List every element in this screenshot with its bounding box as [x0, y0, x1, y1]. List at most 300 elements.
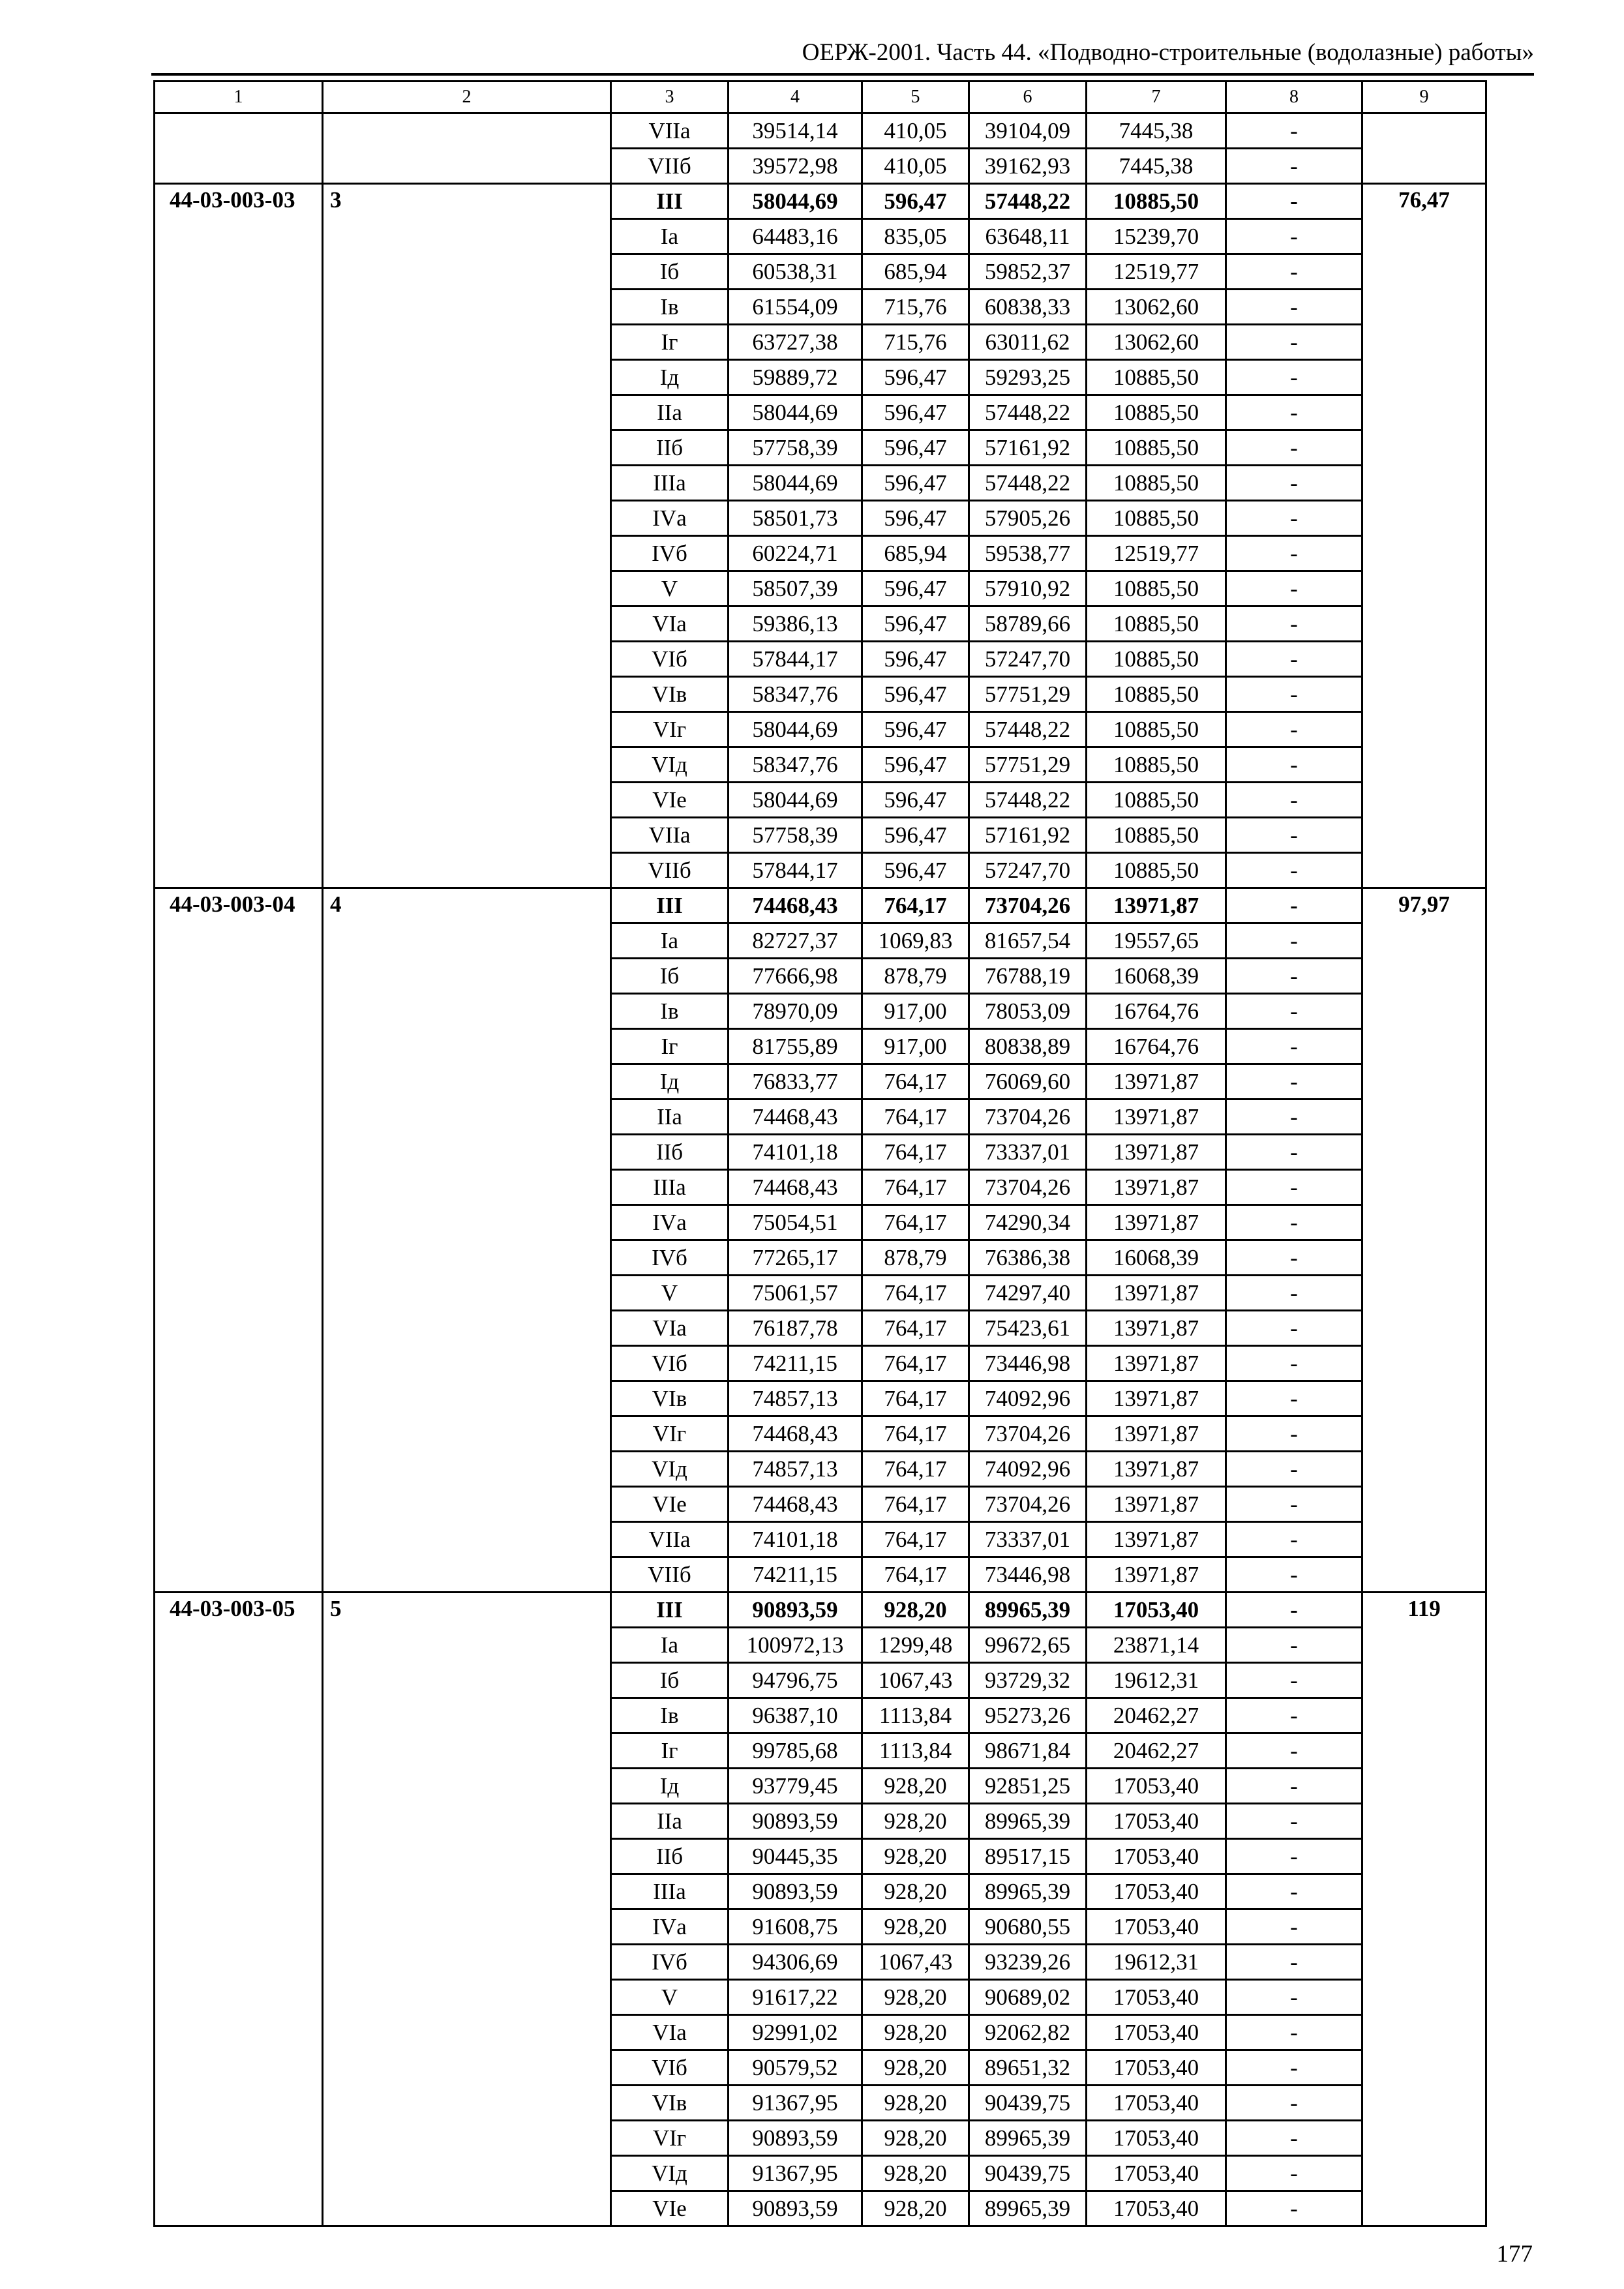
cell-col6: 73704,26 — [969, 1100, 1087, 1135]
cell-col6: 57161,92 — [969, 430, 1087, 466]
column-number: 8 — [1226, 82, 1362, 113]
cell-col7: 10885,50 — [1087, 606, 1226, 642]
cell-col7: 17053,40 — [1087, 2121, 1226, 2156]
cell-col6: 78053,09 — [969, 994, 1087, 1029]
cell-total: 57758,39 — [729, 430, 862, 466]
cell-col5: 596,47 — [862, 571, 969, 606]
cell-col8: - — [1226, 853, 1362, 888]
cell-total: 77265,17 — [729, 1240, 862, 1276]
price-table-body — [155, 82, 1486, 2226]
cell-col9 — [1362, 113, 1486, 184]
cell-col8: - — [1226, 466, 1362, 501]
cell-col7: 13971,87 — [1087, 1276, 1226, 1311]
cell-col6: 73704,26 — [969, 1170, 1087, 1205]
cell-col8: - — [1226, 1593, 1362, 1628]
cell-col7: 16068,39 — [1087, 959, 1226, 994]
cell-col7: 10885,50 — [1087, 853, 1226, 888]
cell-col6: 73704,26 — [969, 1487, 1087, 1522]
cell-total: 57844,17 — [729, 853, 862, 888]
cell-col6: 39104,09 — [969, 113, 1087, 149]
cell-total: 91367,95 — [729, 2156, 862, 2191]
cell-territory: IIб — [611, 430, 729, 466]
cell-col5: 685,94 — [862, 536, 969, 571]
cell-col5: 928,20 — [862, 1909, 969, 1945]
cell-col6: 74092,96 — [969, 1381, 1087, 1416]
cell-col8: - — [1226, 2015, 1362, 2050]
cell-total: 74101,18 — [729, 1522, 862, 1557]
cell-total: 74468,43 — [729, 888, 862, 923]
cell-col7: 13971,87 — [1087, 1135, 1226, 1170]
cell-col5: 928,20 — [862, 1874, 969, 1909]
cell-territory: IVа — [611, 1909, 729, 1945]
cell-col6: 57448,22 — [969, 395, 1087, 430]
cell-col8: - — [1226, 1769, 1362, 1804]
cell-territory: VIв — [611, 677, 729, 712]
cell-territory: VIIа — [611, 1522, 729, 1557]
cell-territory: IIIа — [611, 466, 729, 501]
cell-col8: - — [1226, 2191, 1362, 2226]
cell-col8: - — [1226, 606, 1362, 642]
cell-col8: - — [1226, 430, 1362, 466]
cell-territory: VIе — [611, 2191, 729, 2226]
cell-total: 58044,69 — [729, 184, 862, 219]
cell-col5: 764,17 — [862, 1346, 969, 1381]
cell-col7: 17053,40 — [1087, 2050, 1226, 2086]
cell-territory: Iв — [611, 290, 729, 325]
cell-col8: - — [1226, 1874, 1362, 1909]
cell-col5: 928,20 — [862, 2191, 969, 2226]
cell-territory: III — [611, 1593, 729, 1628]
cell-total: 57758,39 — [729, 818, 862, 853]
cell-col7: 19612,31 — [1087, 1663, 1226, 1698]
cell-col6: 89517,15 — [969, 1839, 1087, 1874]
cell-col8: - — [1226, 677, 1362, 712]
cell-territory: V — [611, 1276, 729, 1311]
cell-col8: - — [1226, 888, 1362, 923]
cell-territory: VIIб — [611, 853, 729, 888]
cell-col5: 596,47 — [862, 747, 969, 783]
cell-col5: 596,47 — [862, 466, 969, 501]
cell-territory: VIа — [611, 2015, 729, 2050]
cell-territory: IIа — [611, 395, 729, 430]
cell-total: 59386,13 — [729, 606, 862, 642]
cell-col8: - — [1226, 325, 1362, 360]
cell-territory: Iб — [611, 959, 729, 994]
cell-total: 60224,71 — [729, 536, 862, 571]
cell-territory: VIIб — [611, 149, 729, 184]
cell-col8: - — [1226, 2050, 1362, 2086]
cell-territory: VIв — [611, 2086, 729, 2121]
rate-col9: 119 — [1362, 1593, 1486, 2226]
cell-col6: 39162,93 — [969, 149, 1087, 184]
cell-col6: 90439,75 — [969, 2086, 1087, 2121]
cell-total: 60538,31 — [729, 254, 862, 290]
cell-col6: 92851,25 — [969, 1769, 1087, 1804]
cell-col7: 13971,87 — [1087, 1487, 1226, 1522]
cell-col6: 99672,65 — [969, 1628, 1087, 1663]
cell-col5: 928,20 — [862, 1769, 969, 1804]
cell-col7: 13971,87 — [1087, 1346, 1226, 1381]
cell-col7: 10885,50 — [1087, 642, 1226, 677]
cell-col7: 17053,40 — [1087, 2191, 1226, 2226]
cell-territory: III — [611, 888, 729, 923]
cell-col7: 10885,50 — [1087, 430, 1226, 466]
cell-col7: 17053,40 — [1087, 2156, 1226, 2191]
cell-col5: 596,47 — [862, 360, 969, 395]
cell-col8: - — [1226, 994, 1362, 1029]
cell-col7: 17053,40 — [1087, 1909, 1226, 1945]
cell-col6: 57448,22 — [969, 783, 1087, 818]
cell-col6: 95273,26 — [969, 1698, 1087, 1733]
cell-col5: 1113,84 — [862, 1733, 969, 1769]
rate-description: 4 — [323, 888, 611, 1593]
cell-col5: 410,05 — [862, 149, 969, 184]
cell-col6: 89965,39 — [969, 1804, 1087, 1839]
cell-total: 74211,15 — [729, 1557, 862, 1593]
cell-col8: - — [1226, 184, 1362, 219]
cell-col6: 89965,39 — [969, 1874, 1087, 1909]
cell-territory: VIа — [611, 606, 729, 642]
cell-col5: 878,79 — [862, 959, 969, 994]
cell-total: 78970,09 — [729, 994, 862, 1029]
cell-col5: 1069,83 — [862, 923, 969, 959]
cell-col8: - — [1226, 149, 1362, 184]
cell-territory: IIа — [611, 1100, 729, 1135]
cell-col5: 764,17 — [862, 1064, 969, 1100]
cell-col5: 596,47 — [862, 395, 969, 430]
cell-col7: 10885,50 — [1087, 677, 1226, 712]
cell-col5: 596,47 — [862, 818, 969, 853]
cell-col7: 23871,14 — [1087, 1628, 1226, 1663]
cell-col5: 1113,84 — [862, 1698, 969, 1733]
cell-col8: - — [1226, 1311, 1362, 1346]
cell-col5: 764,17 — [862, 1487, 969, 1522]
cell-total: 90893,59 — [729, 1804, 862, 1839]
cell-col8: - — [1226, 1276, 1362, 1311]
cell-col6: 89965,39 — [969, 2121, 1087, 2156]
table-row — [155, 1593, 1486, 1628]
cell-total: 58347,76 — [729, 747, 862, 783]
column-number: 2 — [323, 82, 611, 113]
cell-col6: 73704,26 — [969, 888, 1087, 923]
cell-col8: - — [1226, 959, 1362, 994]
cell-col7: 13971,87 — [1087, 1311, 1226, 1346]
cell-col6: 90689,02 — [969, 1980, 1087, 2015]
cell-col7: 10885,50 — [1087, 501, 1226, 536]
cell-territory: IVб — [611, 1240, 729, 1276]
cell-col5: 764,17 — [862, 888, 969, 923]
cell-col7: 17053,40 — [1087, 1593, 1226, 1628]
cell-territory: IIIа — [611, 1170, 729, 1205]
cell-col7: 10885,50 — [1087, 783, 1226, 818]
cell-col5: 596,47 — [862, 677, 969, 712]
cell-col6: 73704,26 — [969, 1416, 1087, 1452]
cell-total: 58507,39 — [729, 571, 862, 606]
cell-col6: 89965,39 — [969, 2191, 1087, 2226]
cell-col7: 20462,27 — [1087, 1698, 1226, 1733]
column-number: 5 — [862, 82, 969, 113]
cell-col6: 90680,55 — [969, 1909, 1087, 1945]
cell-col6: 60838,33 — [969, 290, 1087, 325]
cell-col7: 13971,87 — [1087, 1416, 1226, 1452]
column-number: 9 — [1362, 82, 1486, 113]
cell-col5: 596,47 — [862, 712, 969, 747]
cell-territory: Iа — [611, 923, 729, 959]
cell-col6: 57448,22 — [969, 184, 1087, 219]
cell-total: 82727,37 — [729, 923, 862, 959]
cell-total: 99785,68 — [729, 1733, 862, 1769]
cell-col8: - — [1226, 1945, 1362, 1980]
cell-col7: 13971,87 — [1087, 1452, 1226, 1487]
cell-col6: 74092,96 — [969, 1452, 1087, 1487]
page-number: 177 — [1496, 2241, 1533, 2267]
cell-total: 93779,45 — [729, 1769, 862, 1804]
cell-col6: 76788,19 — [969, 959, 1087, 994]
cell-territory: VIб — [611, 2050, 729, 2086]
cell-territory: IVб — [611, 1945, 729, 1980]
cell-col5: 715,76 — [862, 325, 969, 360]
cell-col8: - — [1226, 254, 1362, 290]
cell-total: 91367,95 — [729, 2086, 862, 2121]
cell-col8: - — [1226, 360, 1362, 395]
cell-col7: 12519,77 — [1087, 254, 1226, 290]
cell-col8: - — [1226, 1240, 1362, 1276]
cell-col5: 917,00 — [862, 1029, 969, 1064]
cell-territory: Iд — [611, 1064, 729, 1100]
cell-col7: 13971,87 — [1087, 1100, 1226, 1135]
cell-col6: 57448,22 — [969, 712, 1087, 747]
cell-col8: - — [1226, 1452, 1362, 1487]
cell-col6: 93239,26 — [969, 1945, 1087, 1980]
cell-col6: 59538,77 — [969, 536, 1087, 571]
rate-code: 44-03-003-04 — [155, 888, 323, 1593]
cell-total: 90579,52 — [729, 2050, 862, 2086]
cell-col8: - — [1226, 747, 1362, 783]
cell-col6: 73446,98 — [969, 1557, 1087, 1593]
cell-col8: - — [1226, 290, 1362, 325]
cell-territory: IVа — [611, 501, 729, 536]
cell-col7: 13971,87 — [1087, 888, 1226, 923]
cell-total: 100972,13 — [729, 1628, 862, 1663]
cell-total: 58044,69 — [729, 783, 862, 818]
rate-code: 44-03-003-03 — [155, 184, 323, 888]
cell-col5: 928,20 — [862, 1980, 969, 2015]
cell-col7: 19557,65 — [1087, 923, 1226, 959]
price-table — [153, 80, 1487, 2227]
cell-col8: - — [1226, 219, 1362, 254]
cell-col6: 90439,75 — [969, 2156, 1087, 2191]
cell-col7: 13971,87 — [1087, 1064, 1226, 1100]
cell-total: 75054,51 — [729, 1205, 862, 1240]
cell-total: 76833,77 — [729, 1064, 862, 1100]
cell-total: 90893,59 — [729, 1874, 862, 1909]
cell-total: 64483,16 — [729, 219, 862, 254]
cell-total: 58044,69 — [729, 466, 862, 501]
rate-col9: 97,97 — [1362, 888, 1486, 1593]
cell-col8: - — [1226, 1628, 1362, 1663]
cell-col6: 81657,54 — [969, 923, 1087, 959]
cell-col5: 764,17 — [862, 1170, 969, 1205]
cell-col7: 10885,50 — [1087, 747, 1226, 783]
cell-col7: 13971,87 — [1087, 1557, 1226, 1593]
cell-col8: - — [1226, 1557, 1362, 1593]
cell-col7: 17053,40 — [1087, 1769, 1226, 1804]
cell-col7: 10885,50 — [1087, 712, 1226, 747]
cell-col5: 928,20 — [862, 2156, 969, 2191]
cell-code — [155, 113, 323, 184]
cell-territory: Iг — [611, 1029, 729, 1064]
cell-col6: 58789,66 — [969, 606, 1087, 642]
cell-col5: 928,20 — [862, 1804, 969, 1839]
cell-territory: Iб — [611, 1663, 729, 1698]
cell-col8: - — [1226, 1346, 1362, 1381]
cell-territory: Iг — [611, 325, 729, 360]
cell-col8: - — [1226, 1064, 1362, 1100]
cell-col7: 13971,87 — [1087, 1205, 1226, 1240]
cell-col7: 15239,70 — [1087, 219, 1226, 254]
cell-col6: 98671,84 — [969, 1733, 1087, 1769]
cell-territory: Iв — [611, 994, 729, 1029]
cell-col6: 89651,32 — [969, 2050, 1087, 2086]
cell-col6: 57161,92 — [969, 818, 1087, 853]
cell-col8: - — [1226, 818, 1362, 853]
cell-territory: VIIа — [611, 818, 729, 853]
cell-col5: 835,05 — [862, 219, 969, 254]
cell-territory: VIд — [611, 1452, 729, 1487]
cell-col5: 917,00 — [862, 994, 969, 1029]
cell-col5: 410,05 — [862, 113, 969, 149]
rate-code: 44-03-003-05 — [155, 1593, 323, 2226]
cell-territory: IIб — [611, 1135, 729, 1170]
cell-col7: 17053,40 — [1087, 2086, 1226, 2121]
cell-col5: 764,17 — [862, 1522, 969, 1557]
cell-territory: VIг — [611, 712, 729, 747]
column-number: 1 — [155, 82, 323, 113]
cell-col8: - — [1226, 1698, 1362, 1733]
rate-description: 5 — [323, 1593, 611, 2226]
cell-territory: IIб — [611, 1839, 729, 1874]
cell-territory: VIе — [611, 783, 729, 818]
cell-col5: 1299,48 — [862, 1628, 969, 1663]
cell-total: 39572,98 — [729, 149, 862, 184]
cell-total: 58501,73 — [729, 501, 862, 536]
cell-col5: 764,17 — [862, 1452, 969, 1487]
cell-total: 39514,14 — [729, 113, 862, 149]
cell-col5: 685,94 — [862, 254, 969, 290]
table-row — [155, 888, 1486, 923]
cell-territory: VIе — [611, 1487, 729, 1522]
cell-col6: 89965,39 — [969, 1593, 1087, 1628]
cell-territory: VIг — [611, 1416, 729, 1452]
cell-territory: Iа — [611, 219, 729, 254]
cell-col5: 928,20 — [862, 2121, 969, 2156]
cell-total: 75061,57 — [729, 1276, 862, 1311]
cell-col8: - — [1226, 1416, 1362, 1452]
cell-col5: 928,20 — [862, 1593, 969, 1628]
cell-col8: - — [1226, 1205, 1362, 1240]
cell-total: 92991,02 — [729, 2015, 862, 2050]
cell-col8: - — [1226, 1381, 1362, 1416]
cell-col7: 10885,50 — [1087, 571, 1226, 606]
cell-territory: Iг — [611, 1733, 729, 1769]
cell-col6: 74290,34 — [969, 1205, 1087, 1240]
cell-col6: 63648,11 — [969, 219, 1087, 254]
cell-total: 74211,15 — [729, 1346, 862, 1381]
cell-total: 63727,38 — [729, 325, 862, 360]
cell-col8: - — [1226, 1029, 1362, 1064]
cell-total: 90893,59 — [729, 2191, 862, 2226]
cell-col7: 10885,50 — [1087, 466, 1226, 501]
cell-total: 58044,69 — [729, 395, 862, 430]
cell-col8: - — [1226, 2121, 1362, 2156]
cell-col5: 1067,43 — [862, 1663, 969, 1698]
cell-col7: 10885,50 — [1087, 360, 1226, 395]
cell-col6: 92062,82 — [969, 2015, 1087, 2050]
cell-total: 90893,59 — [729, 1593, 862, 1628]
cell-total: 74468,43 — [729, 1100, 862, 1135]
cell-col6: 80838,89 — [969, 1029, 1087, 1064]
cell-territory: III — [611, 184, 729, 219]
cell-col5: 764,17 — [862, 1311, 969, 1346]
cell-col7: 13971,87 — [1087, 1170, 1226, 1205]
cell-col8: - — [1226, 1100, 1362, 1135]
cell-total: 76187,78 — [729, 1311, 862, 1346]
column-number: 7 — [1087, 82, 1226, 113]
cell-territory: IIIа — [611, 1874, 729, 1909]
cell-col8: - — [1226, 571, 1362, 606]
cell-col7: 17053,40 — [1087, 2015, 1226, 2050]
cell-col5: 764,17 — [862, 1416, 969, 1452]
cell-territory: VIа — [611, 1311, 729, 1346]
rate-col9: 76,47 — [1362, 184, 1486, 888]
cell-territory: VIб — [611, 1346, 729, 1381]
cell-col6: 76386,38 — [969, 1240, 1087, 1276]
rate-description: 3 — [323, 184, 611, 888]
cell-total: 61554,09 — [729, 290, 862, 325]
cell-col5: 764,17 — [862, 1205, 969, 1240]
cell-territory: V — [611, 1980, 729, 2015]
cell-total: 91617,22 — [729, 1980, 862, 2015]
cell-total: 91608,75 — [729, 1909, 862, 1945]
cell-total: 96387,10 — [729, 1698, 862, 1733]
column-number: 4 — [729, 82, 862, 113]
cell-col7: 7445,38 — [1087, 149, 1226, 184]
cell-total: 74468,43 — [729, 1170, 862, 1205]
cell-col5: 764,17 — [862, 1100, 969, 1135]
cell-col7: 16764,76 — [1087, 1029, 1226, 1064]
cell-col8: - — [1226, 783, 1362, 818]
cell-col7: 17053,40 — [1087, 1839, 1226, 1874]
cell-col8: - — [1226, 1663, 1362, 1698]
cell-col6: 57247,70 — [969, 853, 1087, 888]
cell-col8: - — [1226, 1980, 1362, 2015]
cell-territory: VIб — [611, 642, 729, 677]
header-rule — [151, 73, 1534, 76]
cell-territory: IIа — [611, 1804, 729, 1839]
cell-total: 58044,69 — [729, 712, 862, 747]
cell-col7: 13971,87 — [1087, 1381, 1226, 1416]
cell-col5: 764,17 — [862, 1276, 969, 1311]
cell-col7: 17053,40 — [1087, 1874, 1226, 1909]
cell-total: 74857,13 — [729, 1452, 862, 1487]
cell-description — [323, 113, 611, 184]
table-row — [155, 184, 1486, 219]
cell-total: 59889,72 — [729, 360, 862, 395]
cell-col8: - — [1226, 1804, 1362, 1839]
cell-col6: 75423,61 — [969, 1311, 1087, 1346]
cell-col5: 928,20 — [862, 2086, 969, 2121]
cell-territory: VIIб — [611, 1557, 729, 1593]
